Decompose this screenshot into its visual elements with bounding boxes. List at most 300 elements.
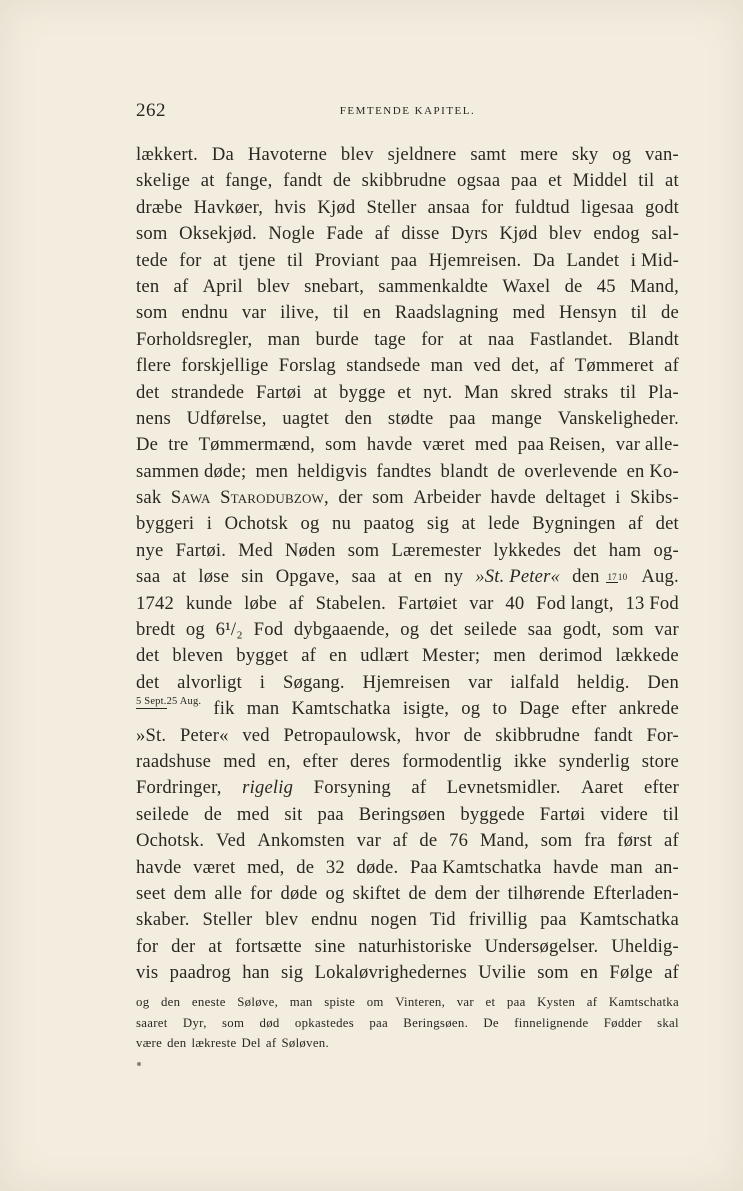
word: den [167,1036,187,1050]
word: af [392,830,408,852]
word: Dage [519,698,560,720]
word: For- [646,724,679,746]
word: endnu [181,302,228,324]
word: seet [136,882,166,904]
word: den [344,407,373,429]
word: for [250,882,273,904]
word: nyt. [423,381,453,403]
word: ogsaa [456,170,501,192]
word: Kysten [537,995,576,1009]
word: ten [136,275,160,297]
word: standsede [346,355,421,377]
running-head: FEMTENDE KAPITEL. [339,105,476,117]
word: Waxel [502,275,551,297]
word: af [664,355,679,377]
word: derimod [539,645,603,667]
word: Sawa [170,487,211,509]
word: Nøden [285,539,336,561]
word: Kjød [317,196,356,218]
word: naa [487,328,515,350]
word: af [173,275,189,297]
word: og [461,698,481,720]
word: vis [136,962,159,984]
word: paa [317,803,344,825]
word: at [200,170,215,192]
date-fraction: 1710 [607,571,628,582]
word: Petropaulowsk, [283,724,402,746]
word: af [549,355,565,377]
word: død [259,1015,280,1030]
word: paa [369,1015,389,1030]
word: kunde [185,592,233,614]
word: sit [284,803,303,825]
word: burde [315,328,359,350]
word: Middel [572,170,628,192]
word: mange [491,407,542,429]
word: 40 [505,592,525,614]
word: deres [349,750,391,772]
text-line [136,221,679,247]
word: først [617,830,653,852]
word: skibbrudne [361,170,447,192]
word: efter [643,777,679,799]
word: paadrog [169,962,231,984]
word: byggede [460,803,525,825]
word: men [493,645,526,667]
word: med [236,803,270,825]
word: Fartøi [539,803,586,825]
word: som [612,619,644,641]
word: det [573,539,597,561]
word: en [580,962,599,984]
word: sal- [651,223,679,245]
word: en [329,645,348,667]
word: døde. [356,856,399,878]
word: eneste [191,995,226,1009]
word: var [654,619,679,641]
word: Raadslagning [394,302,499,324]
word: været [193,856,236,878]
word: Pla- [648,381,679,403]
word: de [203,803,222,825]
word: den [160,995,181,1009]
word: rigelig [242,777,294,799]
word: bygget [236,645,289,667]
word: som [540,830,573,852]
word: saa [351,566,377,588]
word: Fod langt, [536,592,614,614]
word: havde [136,856,182,878]
word: seilede [464,619,518,641]
word: nye [136,539,164,561]
word: opkastedes [294,1015,355,1030]
word: deltaget [545,487,606,509]
word: disse [401,223,440,245]
word: fandt [593,724,633,746]
word: »St. Peter« [475,566,561,588]
word: løbe [244,592,277,614]
word: tilhørende [507,882,586,904]
word: af [664,830,679,852]
word: sig [281,962,304,984]
word: paa [506,995,526,1009]
word: som [347,539,380,561]
word: Mand, [479,830,529,852]
word: det [136,671,160,693]
word: Efterladen- [593,882,679,904]
word: man [289,995,313,1009]
word: det [655,513,679,535]
word: som [325,434,357,456]
word: de [564,275,583,297]
word: Læremester [391,539,482,561]
word: Kjød [499,223,538,245]
word: for [481,196,504,218]
word: Oksekjød. [179,223,257,245]
word: et [548,170,562,192]
text-line [136,142,679,168]
word: og [185,619,205,641]
word: Mester; [422,645,481,667]
word: De [483,1015,499,1030]
word: ialfald [510,671,560,693]
word: den 1710 [572,566,628,588]
word: Følge [609,962,653,984]
word: man [267,328,301,350]
word: Ved [216,830,246,852]
word: April [202,275,243,297]
word: fuldtud [514,196,570,218]
word: 6¹/₂ [215,619,243,641]
word: Tid [429,909,456,931]
word: Hensyn [559,302,618,324]
word: heldigvis [297,460,368,482]
word: for [421,328,444,350]
word: saa [136,566,161,588]
text-line [136,775,679,801]
word: fandt [283,170,323,192]
word: Nogle [268,223,315,245]
word: de [463,724,482,746]
word: for [136,935,159,957]
word: Forholdsregler, [136,328,253,350]
word: Man [464,381,499,403]
word: blev [548,223,582,245]
word: i [259,671,266,693]
word: skibbrudne [495,724,580,746]
word: blandt [440,460,489,482]
word: Stabelen. [315,592,387,614]
word: alvorligt [177,671,242,693]
word: Arbeider [413,487,481,509]
word: Fastlandet. [529,328,613,350]
word: nogen [370,909,418,931]
text-line [136,855,679,881]
word: og [400,619,420,641]
word: godt, [562,619,602,641]
text-line [136,802,679,828]
word: udlært [360,645,409,667]
word: ilive, [280,302,320,324]
word: Hjemreisen. [428,249,522,271]
word: sammen døde; [136,460,247,482]
word: flere [136,355,172,377]
word: ham [608,539,642,561]
word: Ochotsk [224,513,288,535]
word: an- [654,856,679,878]
word: heldig. [577,671,630,693]
word: bleven [172,645,224,667]
word: Uheldig- [611,935,679,957]
word: at [665,170,679,192]
word: Søløve, [237,995,279,1009]
word: med, [247,856,285,878]
word: bredt [136,619,176,641]
word: af [265,1036,277,1050]
text-line [136,934,679,960]
word: paa [390,249,418,271]
word: og [325,882,345,904]
word: af [411,777,427,799]
text-line [136,564,679,590]
word: var [469,592,494,614]
word: fortsætte [234,935,302,957]
word: var [456,995,474,1009]
word: sjeldnere [387,144,457,165]
word: synderlig [558,750,630,772]
text-line [136,723,679,749]
text-line [136,881,679,907]
word: med [512,302,546,324]
word: Fartøi. [175,539,227,561]
word: som [136,302,168,324]
word: stødte [387,407,434,429]
word: som [222,1015,245,1030]
word: og [300,513,320,535]
word: skal [657,1015,679,1030]
text-line [136,327,679,353]
word: frivillig [468,909,528,931]
word: ved [242,724,270,746]
word: det [136,381,160,403]
word: seilede [136,803,190,825]
word: efter [571,698,607,720]
word: Proviant [314,249,380,271]
word: paa [449,407,476,429]
word: løse [198,566,230,588]
word: med [223,750,256,772]
text-line [136,432,679,458]
text-line [136,274,679,300]
word: hvor [415,724,450,746]
word: Undersøgelser. [484,935,599,957]
word: de [419,830,438,852]
word: dybgaaende, [293,619,390,641]
word: Beringsøen [358,803,446,825]
word: lykkedes [493,539,562,561]
word: efter [302,750,338,772]
word: lede [487,513,520,535]
word: at [313,381,328,403]
word: skiftet [352,882,401,904]
word: isigte, [402,698,450,720]
word: og [136,995,150,1009]
word: men [255,460,289,482]
body-text [136,142,679,987]
word: Vinteren, [395,995,446,1009]
word: Peter« [179,724,229,746]
word: et [397,381,412,403]
word: store [641,750,679,772]
word: fandtes [376,460,432,482]
word: var alle- [615,434,679,456]
word: skred [510,381,552,403]
word: Søgang. [282,671,345,693]
word: Paa Kamtschatka [409,856,542,878]
word: tede [136,249,168,271]
text-line [136,511,679,537]
word: dem [173,882,207,904]
word: Havkøer, [193,196,264,218]
word: af [628,513,644,535]
word: formodentlig [402,750,502,772]
word: en Ko- [626,460,679,482]
word: at [461,513,476,535]
word: Tømmermænd, [198,434,315,456]
word: lækkede [615,645,679,667]
word: Forsyning [313,777,391,799]
word: om [366,995,384,1009]
word: at [458,328,473,350]
text-line [136,485,679,511]
word: tjene [238,249,276,271]
word: dræbe [136,196,183,218]
word: havde [553,856,599,878]
word: med [474,434,508,456]
word: sak [136,487,162,509]
word: Landet [566,249,620,271]
word: i Mid- [630,249,679,271]
word: de [408,882,427,904]
word: de [333,170,351,192]
word: være [136,1036,163,1050]
footnote [136,992,679,1054]
word: ny [444,566,464,588]
word: tre [168,434,189,456]
word: blev [340,144,374,165]
text-line [136,353,679,379]
word: det, [511,355,540,377]
text-line [136,380,679,406]
word: 32 [325,856,345,878]
word: de [497,460,516,482]
text-line [136,591,679,617]
word: at [388,566,402,588]
text-line [136,300,679,326]
text-line [136,643,679,669]
text-line [136,960,679,986]
word: et [485,995,496,1009]
word: sky [571,144,599,165]
word: der [475,882,500,904]
word: naturhistoriske [358,935,472,957]
word: endnu [311,909,358,931]
word: uagtet [282,407,329,429]
word: sammenkaldte [378,275,489,297]
word: strandede [171,381,245,403]
text-line [136,248,679,274]
word: Kamtschatka [608,995,679,1009]
word: man [246,698,280,720]
word: 1742 [136,592,174,614]
word: Bygningen [532,513,616,535]
word: Tømmeret [574,355,654,377]
word: videre [600,803,648,825]
word: døde [280,882,318,904]
word: fra [584,830,606,852]
word: Steller [366,196,417,218]
word: Levnetsmidler. [446,777,561,799]
word: for [179,249,202,271]
text-line [136,696,679,722]
word: Ankomsten [257,830,345,852]
stray-ink-dot [137,1062,141,1066]
word: af [664,962,679,984]
word: Ochotsk. [136,830,205,852]
word: det [429,619,454,641]
word: i [206,513,213,535]
page-number: 262 [136,100,166,121]
word: havde [490,487,536,509]
word: paa [511,170,538,192]
word: til [662,803,679,825]
word: saaret [136,1015,168,1030]
word: Fod [253,619,284,641]
word: det [136,645,160,667]
word: samt [470,144,507,165]
word: Opgave, [275,566,340,588]
word: paatog [363,513,415,535]
word: Fødder [603,1015,642,1030]
word: at [213,249,227,271]
word: var [241,302,267,324]
word: hvis [274,196,307,218]
word: blev [265,909,299,931]
word: Havoterne [247,144,328,165]
word: af [301,645,317,667]
word: at [172,566,187,588]
word: fik [213,698,235,720]
word: og [612,144,632,165]
word: i [615,487,621,509]
word: Kamtschatka [579,909,679,931]
page-header [136,100,679,130]
word: havde [366,434,413,456]
word: Dyrs [450,223,488,245]
word: raadshuse [136,750,212,772]
word: nu [332,513,352,535]
word: dem [434,882,468,904]
date-sidenote: 5 Sept.25 Aug. [136,696,202,708]
word: sig [426,513,450,535]
word: bygge [339,381,386,403]
word: nens [136,407,171,429]
word: en [363,302,381,324]
word: blev [257,275,290,297]
word: var [468,671,493,693]
word: der [338,487,363,509]
footnote-line [136,992,679,1013]
